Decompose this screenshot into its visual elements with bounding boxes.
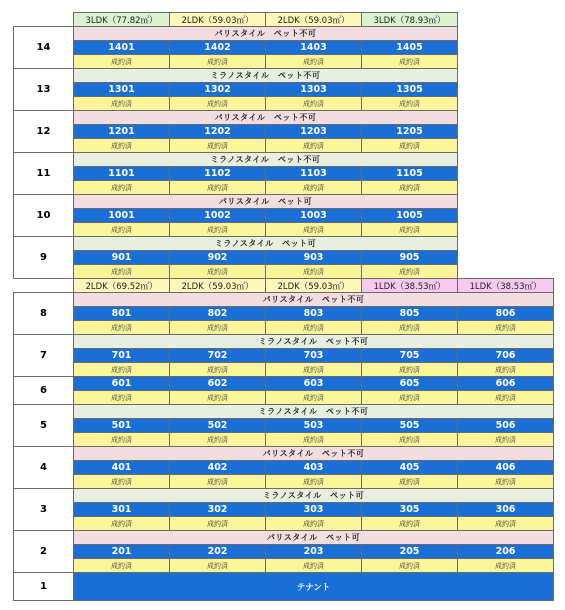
style-band: ミラノスタイル ペット不可 [73, 152, 458, 167]
unit-status: 成約済 [265, 390, 362, 405]
unit-number: 705 [361, 348, 458, 363]
unit-type-header: 3LDK（78.93㎡） [361, 12, 458, 27]
unit-type-header: 1LDK（38.53㎡） [457, 278, 554, 293]
style-band: ミラノスタイル ペット可 [73, 488, 554, 503]
unit-status: 成約済 [265, 362, 362, 377]
unit-status: 成約済 [169, 138, 266, 153]
unit-status: 成約済 [457, 558, 554, 573]
unit-status: 成約済 [265, 138, 362, 153]
floor-number: 7 [13, 334, 74, 377]
style-band: ミラノスタイル ペット不可 [73, 68, 458, 83]
unit-status: 成約済 [73, 432, 170, 447]
unit-status: 成約済 [73, 516, 170, 531]
unit-number: 201 [73, 544, 170, 559]
unit-number: 206 [457, 544, 554, 559]
unit-status: 成約済 [73, 320, 170, 335]
unit-number: 901 [73, 250, 170, 265]
style-band: ミラノスタイル ペット不可 [73, 334, 554, 349]
unit-status: 成約済 [361, 516, 458, 531]
floor-number: 14 [13, 26, 74, 69]
floor-number: 11 [13, 152, 74, 195]
unit-number: 505 [361, 418, 458, 433]
unit-status: 成約済 [73, 474, 170, 489]
unit-number: 406 [457, 460, 554, 475]
unit-number: 605 [361, 376, 458, 391]
unit-status: 成約済 [265, 474, 362, 489]
unit-status: 成約済 [361, 320, 458, 335]
unit-status: 成約済 [265, 180, 362, 195]
unit-number: 402 [169, 460, 266, 475]
unit-type-header: 2LDK（59.03㎡） [265, 12, 362, 27]
floor-number: 6 [13, 376, 74, 405]
unit-number: 1001 [73, 208, 170, 223]
unit-status: 成約済 [361, 96, 458, 111]
floor-number: 5 [13, 404, 74, 447]
floor-number: 2 [13, 530, 74, 573]
style-band: パリスタイル ペット不可 [73, 446, 554, 461]
unit-status: 成約済 [73, 362, 170, 377]
unit-number: 305 [361, 502, 458, 517]
unit-status: 成約済 [361, 558, 458, 573]
style-band: パリスタイル ペット不可 [73, 26, 458, 41]
style-band: パリスタイル ペット可 [73, 194, 458, 209]
floor-number: 8 [13, 292, 74, 335]
unit-type-header: 3LDK（77.82㎡） [73, 12, 170, 27]
unit-number: 1003 [265, 208, 362, 223]
unit-number: 802 [169, 306, 266, 321]
unit-status: 成約済 [361, 474, 458, 489]
unit-number: 403 [265, 460, 362, 475]
unit-status: 成約済 [457, 320, 554, 335]
style-band: ミラノスタイル ペット可 [73, 236, 458, 251]
unit-number: 602 [169, 376, 266, 391]
unit-number: 1402 [169, 40, 266, 55]
unit-status: 成約済 [265, 264, 362, 279]
unit-number: 902 [169, 250, 266, 265]
unit-status: 成約済 [169, 54, 266, 69]
unit-type-header: 2LDK（69.52㎡） [73, 278, 170, 293]
unit-status: 成約済 [265, 222, 362, 237]
style-band: パリスタイル ペット不可 [73, 292, 554, 307]
unit-status: 成約済 [169, 474, 266, 489]
unit-number: 203 [265, 544, 362, 559]
floor-number: 10 [13, 194, 74, 237]
unit-number: 805 [361, 306, 458, 321]
unit-status: 成約済 [457, 390, 554, 405]
unit-number: 1103 [265, 166, 362, 181]
unit-status: 成約済 [457, 516, 554, 531]
unit-number: 506 [457, 418, 554, 433]
unit-number: 301 [73, 502, 170, 517]
unit-status: 成約済 [361, 432, 458, 447]
style-band: パリスタイル ペット不可 [73, 110, 458, 125]
unit-status: 成約済 [457, 362, 554, 377]
unit-number: 1005 [361, 208, 458, 223]
unit-number: 702 [169, 348, 266, 363]
unit-number: 803 [265, 306, 362, 321]
unit-status: 成約済 [73, 180, 170, 195]
unit-number: 703 [265, 348, 362, 363]
unit-status: 成約済 [265, 320, 362, 335]
unit-number: 1202 [169, 124, 266, 139]
unit-status: 成約済 [361, 390, 458, 405]
style-band: ミラノスタイル ペット不可 [73, 404, 554, 419]
unit-number: 306 [457, 502, 554, 517]
unit-number: 1102 [169, 166, 266, 181]
unit-status: 成約済 [73, 54, 170, 69]
unit-status: 成約済 [265, 516, 362, 531]
unit-number: 1205 [361, 124, 458, 139]
unit-status: 成約済 [169, 320, 266, 335]
unit-status: 成約済 [169, 390, 266, 405]
unit-number: 1305 [361, 82, 458, 97]
unit-number: 905 [361, 250, 458, 265]
unit-number: 701 [73, 348, 170, 363]
unit-number: 1403 [265, 40, 362, 55]
unit-type-header: 1LDK（38.53㎡） [361, 278, 458, 293]
floor-number: 1 [13, 572, 74, 601]
unit-status: 成約済 [73, 96, 170, 111]
unit-status: 成約済 [361, 54, 458, 69]
unit-status: 成約済 [169, 432, 266, 447]
unit-number: 606 [457, 376, 554, 391]
unit-status: 成約済 [73, 138, 170, 153]
unit-number: 601 [73, 376, 170, 391]
unit-number: 1105 [361, 166, 458, 181]
unit-type-header: 2LDK（59.03㎡） [169, 12, 266, 27]
unit-status: 成約済 [169, 222, 266, 237]
unit-number: 903 [265, 250, 362, 265]
unit-status: 成約済 [457, 432, 554, 447]
unit-number: 501 [73, 418, 170, 433]
unit-number: 1302 [169, 82, 266, 97]
floor-number: 9 [13, 236, 74, 279]
unit-status: 成約済 [361, 362, 458, 377]
unit-status: 成約済 [361, 222, 458, 237]
unit-number: 1301 [73, 82, 170, 97]
unit-number: 1401 [73, 40, 170, 55]
unit-number: 706 [457, 348, 554, 363]
unit-number: 303 [265, 502, 362, 517]
unit-number: 202 [169, 544, 266, 559]
unit-number: 603 [265, 376, 362, 391]
unit-number: 1405 [361, 40, 458, 55]
unit-number: 502 [169, 418, 266, 433]
unit-number: 1101 [73, 166, 170, 181]
tenant-space: テナント [73, 572, 554, 601]
unit-number: 1203 [265, 124, 362, 139]
unit-status: 成約済 [361, 138, 458, 153]
unit-status: 成約済 [265, 432, 362, 447]
unit-status: 成約済 [73, 390, 170, 405]
unit-number: 503 [265, 418, 362, 433]
unit-status: 成約済 [265, 54, 362, 69]
unit-status: 成約済 [361, 180, 458, 195]
unit-number: 806 [457, 306, 554, 321]
unit-status: 成約済 [169, 516, 266, 531]
floor-number: 13 [13, 68, 74, 111]
unit-status: 成約済 [457, 474, 554, 489]
unit-status: 成約済 [73, 222, 170, 237]
unit-number: 1002 [169, 208, 266, 223]
floor-number: 4 [13, 446, 74, 489]
unit-status: 成約済 [169, 558, 266, 573]
unit-number: 205 [361, 544, 458, 559]
unit-number: 1303 [265, 82, 362, 97]
unit-status: 成約済 [265, 96, 362, 111]
unit-status: 成約済 [169, 362, 266, 377]
unit-status: 成約済 [169, 96, 266, 111]
unit-number: 1201 [73, 124, 170, 139]
style-band: パリスタイル ペット可 [73, 530, 554, 545]
unit-status: 成約済 [73, 264, 170, 279]
unit-type-header: 2LDK（59.03㎡） [169, 278, 266, 293]
unit-status: 成約済 [169, 180, 266, 195]
unit-number: 401 [73, 460, 170, 475]
unit-status: 成約済 [361, 264, 458, 279]
unit-status: 成約済 [169, 264, 266, 279]
unit-number: 405 [361, 460, 458, 475]
unit-type-header: 2LDK（59.03㎡） [265, 278, 362, 293]
unit-status: 成約済 [265, 558, 362, 573]
floor-number: 3 [13, 488, 74, 531]
unit-status: 成約済 [73, 558, 170, 573]
floor-number: 12 [13, 110, 74, 153]
unit-number: 801 [73, 306, 170, 321]
unit-number: 302 [169, 502, 266, 517]
